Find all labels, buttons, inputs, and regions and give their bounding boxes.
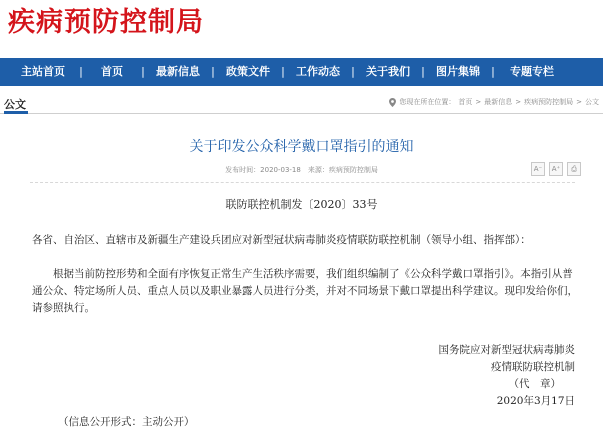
breadcrumb-arrow: >	[475, 98, 482, 106]
main-nav	[0, 58, 603, 86]
signature-date: 2020年3月17日	[496, 395, 575, 407]
disclosure-note: （信息公开形式：主动公开）	[58, 416, 195, 428]
breadcrumb	[389, 97, 599, 107]
nav-item-policy[interactable]: 政策文件	[226, 65, 270, 78]
nav-separator: |	[421, 65, 425, 78]
location-bar	[0, 92, 603, 114]
breadcrumb-latest[interactable]: 最新信息	[484, 98, 513, 106]
breadcrumb-arrow: >	[576, 98, 582, 106]
signature-seal-note: （代 章）	[508, 378, 561, 390]
nav-item-work-news[interactable]: 工作动态	[296, 65, 340, 78]
document-number: 联防联控机制发〔2020〕33号	[225, 198, 378, 211]
font-tools	[531, 162, 581, 176]
nav-separator: |	[281, 65, 285, 78]
site-header	[0, 0, 603, 58]
print-icon[interactable]: ⎙	[567, 162, 581, 176]
breadcrumb-prefix: 您现在所在位置：	[399, 98, 456, 106]
signature-block	[385, 342, 575, 410]
nav-item-home[interactable]: 首页	[101, 65, 123, 78]
breadcrumb-arrow: >	[515, 98, 522, 106]
breadcrumb-bureau[interactable]: 疾病预防控制局	[524, 98, 574, 106]
body-paragraph-addressee: 各省、自治区、直辖市及新疆生产建设兵团应对新型冠状病毒肺炎疫情联防联控机制（领导小组、指挥部）：	[32, 234, 531, 246]
article-meta: 发布时间：2020-03-18 来源：疾病预防控制局	[225, 166, 378, 174]
nav-item-about[interactable]: 关于我们	[366, 65, 410, 78]
nav-separator: |	[211, 65, 215, 78]
site-logo[interactable]: 疾病预防控制局	[8, 7, 204, 38]
breadcrumb-current: 公文	[585, 98, 599, 106]
location-pin-icon	[389, 98, 396, 107]
section-underline	[4, 111, 28, 114]
meta-divider	[30, 182, 575, 183]
article-title: 关于印发公众科学戴口罩指引的通知	[189, 139, 414, 155]
nav-separator: |	[491, 65, 495, 78]
body-paragraph-main: 根据当前防控形势和全面有序恢复正常生产生活秩序需要，我们组织编制了《公众科学戴口罩指引》。本指引从普通公众、特定场所人员、重点人员以及职业暴露人员进行分类，并对不同场景下戴口罩提出科学建议。现印发给你们，请参照执行。	[32, 268, 578, 314]
nav-item-main-home[interactable]: 主站首页	[21, 65, 65, 78]
breadcrumb-home[interactable]: 首页	[458, 98, 473, 106]
nav-item-special[interactable]: 专题专栏	[510, 65, 554, 78]
nav-separator: |	[141, 65, 145, 78]
font-increase-button[interactable]: A⁺	[549, 162, 563, 176]
nav-item-latest[interactable]: 最新信息	[156, 65, 200, 78]
signature-org-line2: 疫情联防联控机制	[491, 361, 575, 373]
font-decrease-button[interactable]: A⁻	[531, 162, 545, 176]
signature-org-line1: 国务院应对新型冠状病毒肺炎	[438, 344, 575, 356]
nav-item-gallery[interactable]: 图片集锦	[436, 65, 480, 78]
nav-separator: |	[351, 65, 355, 78]
section-label: 公文	[4, 98, 26, 111]
nav-separator: |	[79, 65, 83, 78]
